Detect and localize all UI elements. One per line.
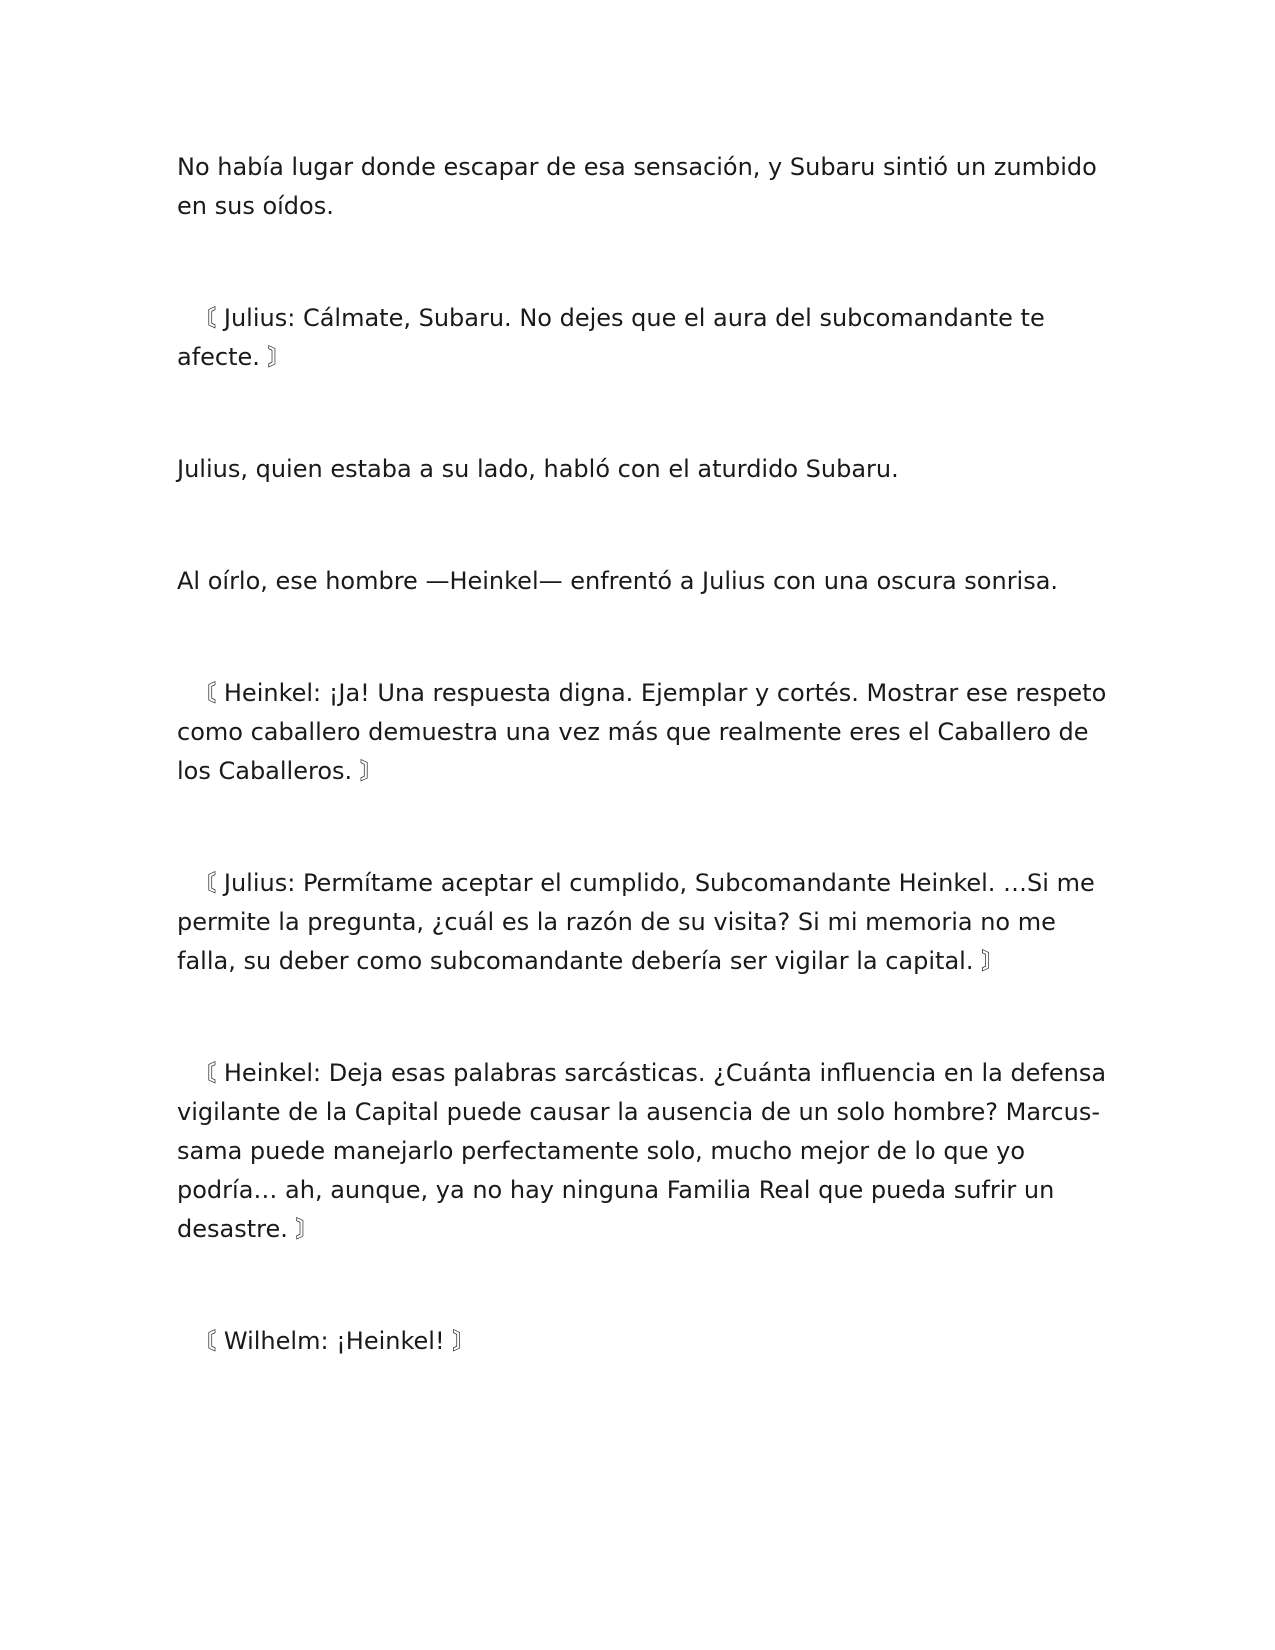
dialogue-paragraph: 〘 Julius: Cálmate, Subaru. No dejes que el aura del subcomandante te afecte. 〙 xyxy=(177,304,1045,371)
text-body xyxy=(177,148,1112,1434)
dialogue-paragraph: 〘 Julius: Permítame aceptar el cumplido, Subcomandante Heinkel. …Si me permite la pregunta, ¿cuál es la razón de su visita? Si mi memoria no me falla, su deber como subcomandante debería ser vigilar la capital. 〙 xyxy=(177,869,1095,975)
narration-paragraph: Al oírlo, ese hombre —Heinkel— enfrentó a Julius con una oscura sonrisa. xyxy=(177,567,1059,595)
dialogue-paragraph: 〘 Heinkel: Deja esas palabras sarcásticas. ¿Cuánta influencia en la defensa vigilante de la Capital puede causar la ausencia de un solo hombre? Marcus-sama puede manejarlo perfectamente solo, mucho mejor de lo que yo podría… ah, aunque, ya no hay ninguna Familia Real que pueda sufrir un desastre. 〙 xyxy=(177,1059,1107,1243)
narration-paragraph: No había lugar donde escapar de esa sensación, y Subaru sintió un zumbido en sus oídos. xyxy=(177,153,1097,220)
dialogue-paragraph: 〘 Wilhelm: ¡Heinkel! 〙 xyxy=(177,1327,477,1355)
narration-paragraph: Julius, quien estaba a su lado, habló con el aturdido Subaru. xyxy=(177,455,899,483)
dialogue-paragraph: 〘 Heinkel: ¡Ja! Una respuesta digna. Ejemplar y cortés. Mostrar ese respeto como caballero demuestra una vez más que realmente eres el Caballero de los Caballeros. 〙 xyxy=(177,679,1107,785)
